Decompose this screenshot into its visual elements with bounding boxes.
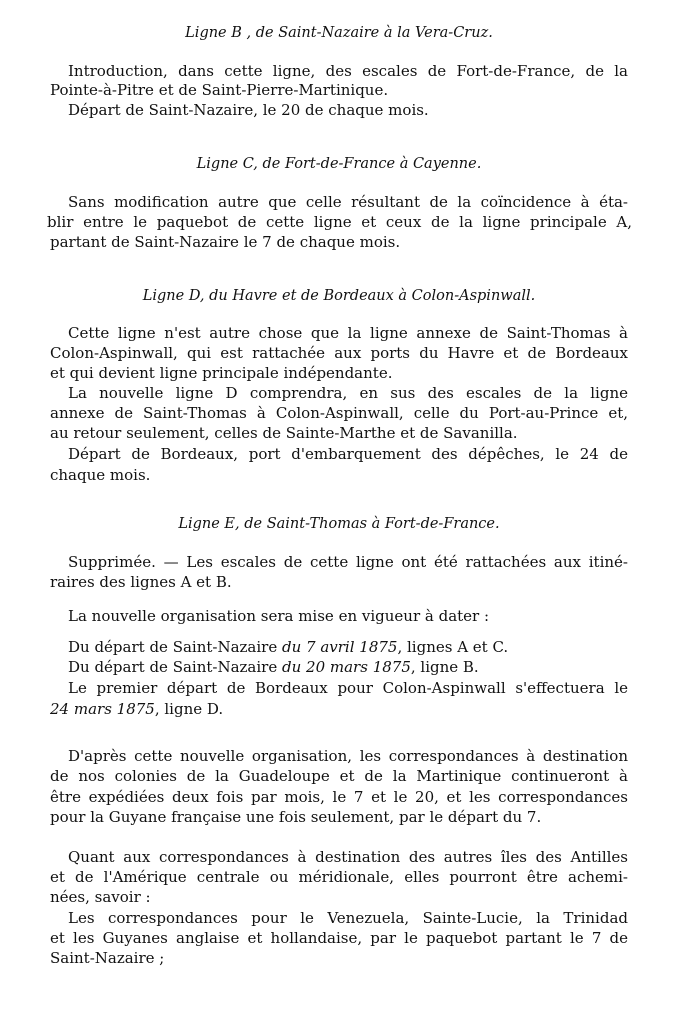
dates-line-1-post: , lignes A et C. (397, 638, 509, 656)
section-d-line-3: et qui devient ligne principale indépendante. (50, 364, 393, 382)
section-d-line-5: annexe de Saint-Thomas à Colon-Aspinwall, celle du Port-au-Prince et, (50, 404, 628, 422)
dates-line-1-date: du 7 avril 1875 (282, 638, 398, 656)
dates-line-4 (50, 700, 628, 719)
closing-line-5: Quant aux correspondances à destination des autres îles des Antilles (68, 848, 628, 866)
section-e-heading: Ligne E, de Saint-Thomas à Fort-de-France. (178, 516, 500, 532)
dates-line-2-date: du 20 mars 1875 (282, 658, 411, 676)
closing-line-3: être expédiées deux fois par mois, le 7 et le 20, et les correspondances (50, 788, 628, 806)
closing-line-8: Les correspondances pour le Venezuela, Sainte-Lucie, la Trinidad (68, 909, 628, 927)
section-d-line-2: Colon-Aspinwall, qui est rattachée aux ports du Havre et de Bordeaux (50, 344, 628, 362)
dates-line-1-pre: Du départ de Saint-Nazaire (68, 638, 282, 656)
section-d-line-4: La nouvelle ligne D comprendra, en sus des escales de la ligne (68, 384, 628, 402)
dates-line-4-date: 24 mars 1875 (50, 700, 155, 718)
closing-line-2: de nos colonies de la Guadeloupe et de la Martinique continueront à (50, 767, 628, 785)
section-c-line-3: partant de Saint-Nazaire le 7 de chaque mois. (50, 233, 401, 251)
section-d-line-8: chaque mois. (50, 466, 151, 484)
dates-line-4-post: , ligne D. (154, 700, 224, 718)
section-e-line-2: raires des lignes A et B. (50, 573, 232, 591)
dates-intro: La nouvelle organisation sera mise en vigueur à dater : (68, 607, 490, 625)
dates-line-3: Le premier départ de Bordeaux pour Colon-Aspinwall s'effectuera le (68, 679, 628, 697)
section-d-line-7: Départ de Bordeaux, port d'embarquement des dépêches, le 24 de (68, 445, 628, 463)
section-c-heading: Ligne C, de Fort-de-France à Cayenne. (196, 156, 482, 172)
closing-line-10: Saint-Nazaire ; (50, 949, 165, 967)
closing-line-9: et les Guyanes anglaise et hollandaise, par le paquebot partant le 7 de (50, 929, 628, 947)
section-d-heading: Ligne D, du Havre et de Bordeaux à Colon-Aspinwall. (142, 288, 536, 304)
closing-line-1: D'après cette nouvelle organisation, les correspondances à destination (68, 747, 628, 765)
section-c-line-1: Sans modification autre que celle résultant de la coïncidence à éta- (68, 193, 628, 211)
section-b-heading: Ligne B , de Saint-Nazaire à la Vera-Cruz. (185, 25, 493, 41)
dates-line-1 (68, 638, 628, 657)
closing-line-4: pour la Guyane française une fois seulement, par le départ du 7. (50, 808, 542, 826)
closing-line-6: et de l'Amérique centrale ou méridionale, elles pourront être achemi- (50, 868, 628, 886)
closing-line-7: nées, savoir : (50, 888, 151, 906)
section-d-line-6: au retour seulement, celles de Sainte-Marthe et de Savanilla. (50, 424, 518, 442)
dates-line-2-post: , ligne B. (410, 658, 479, 676)
dates-line-2 (68, 658, 628, 677)
section-b-line-3: Départ de Saint-Nazaire, le 20 de chaque mois. (68, 101, 429, 119)
section-b-line-1: Introduction, dans cette ligne, des escales de Fort-de-France, de la (68, 62, 628, 80)
section-e-line-1: Supprimée. — Les escales de cette ligne ont été rattachées aux itiné- (68, 553, 628, 571)
section-d-line-1: Cette ligne n'est autre chose que la ligne annexe de Saint-Thomas à (68, 324, 628, 342)
section-c-line-2: blir entre le paquebot de cette ligne et ceux de la ligne principale A, (47, 213, 632, 231)
dates-line-2-pre: Du départ de Saint-Nazaire (68, 658, 282, 676)
section-b-line-2: Pointe-à-Pitre et de Saint-Pierre-Martinique. (50, 81, 389, 99)
